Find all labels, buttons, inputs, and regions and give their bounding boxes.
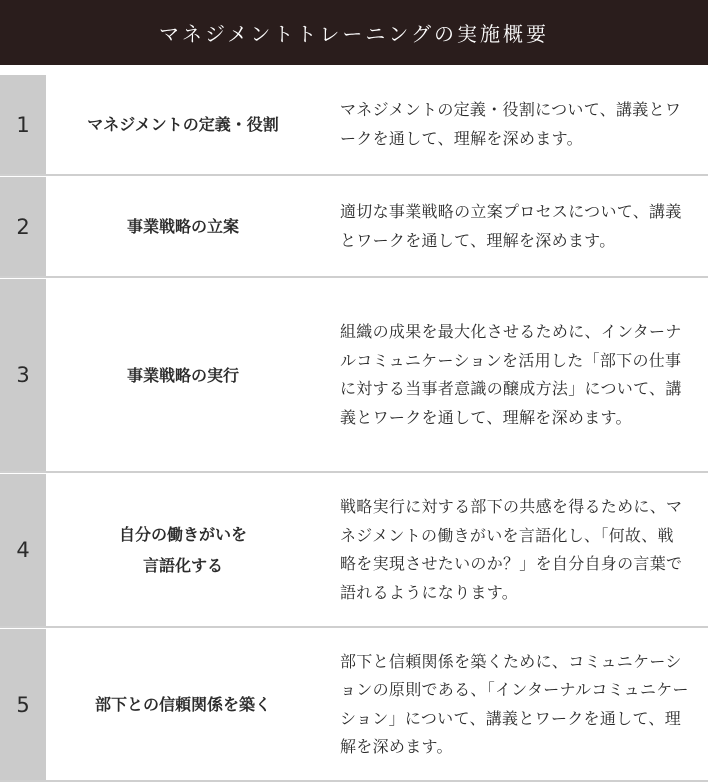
row-number: 2 — [0, 177, 46, 276]
row-title: マネジメントの定義・役割 — [87, 115, 279, 134]
row-number: 3 — [0, 279, 46, 471]
table-row-5 — [0, 629, 708, 782]
table-row-4 — [0, 474, 708, 628]
table-row-2 — [0, 177, 708, 278]
header-bar — [0, 0, 708, 65]
row-description: マネジメントの定義・役割について、講義とワークを通して、理解を深めます。 — [340, 100, 682, 148]
page-title: マネジメントトレーニングの実施概要 — [159, 22, 549, 46]
row-number: 4 — [0, 474, 46, 626]
row-title: 事業戦略の実行 — [126, 365, 239, 385]
row-title: 事業戦略の立案 — [126, 217, 239, 236]
row-number: 5 — [0, 629, 46, 780]
table-row-3 — [0, 279, 708, 473]
row-description: 戦略実行に対する部下の共感を得るために、マネジメントの働きがいを言語化し、「何故、戦略を実現させたいのか？」を自分自身の言葉で語れるようになります。 — [340, 497, 683, 602]
row-title: 自分の働きがいを 言語化する — [118, 525, 247, 575]
row-description: 部下と信頼関係を築くために、コミュニケーションの原則である、「インターナルコミュニケーション」について、講義とワークを通して、理解を深めます。 — [340, 651, 689, 756]
table-row-1 — [0, 75, 708, 176]
row-number: 1 — [0, 75, 46, 174]
row-description: 組織の成果を最大化させるために、インターナルコミュニケーションを活用した「部下の仕事に対する当事者意識の醸成方法」について、講義とワークを通して、理解を深めます。 — [340, 322, 682, 427]
row-title: 部下との信頼関係を築く — [94, 695, 271, 714]
row-description: 適切な事業戦略の立案プロセスについて、講義とワークを通して、理解を深めます。 — [340, 202, 682, 250]
